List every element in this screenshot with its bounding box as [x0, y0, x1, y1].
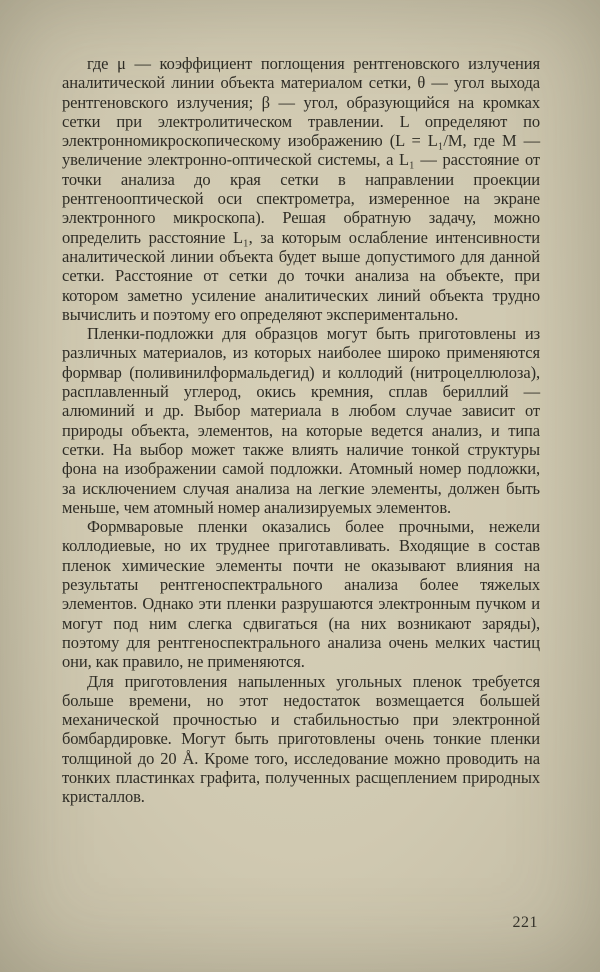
- page-text: [62, 54, 540, 807]
- paragraph-mu-coefficient: где μ — коэффициент поглощения рентгеновского излучения аналитической линии объекта материалом сетки, θ — угол выхода рентгеновского излучения; β — угол, образующийся на кромках сетки при электролитическом травлении. L определяют по электронномикроскопическому изображению (L = L₁/M, где M — увеличение электронно-оптической системы, а L₁ — расстояние от точки анализа до края сетки в направлении проекции рентгенооптической оси спектрометра, измеренное на экране электронного микроскопа). Решая обратную задачу, можно определить расстояние L₁, за которым ослабление интенсивности аналитической линии объекта будет выше допустимого для данной сетки. Расстояние от сетки до точки анализа на объекте, при котором заметно усиление аналитических линий объекта трудно вычислить и поэтому его определяют экспериментально.: [62, 54, 540, 324]
- paragraph-carbon-films: Для приготовления напыленных угольных пленок требуется больше времени, но этот недостаток возмещается большей механической прочностью и стабильностью при электронной бомбардировке. Могут быть приготовлены очень тонкие пленки толщиной до 20 Å. Кроме того, исследование можно проводить на тонких пластинках графита, полученных расщеплением природных кристаллов.: [62, 671, 540, 807]
- paragraph-film-substrates: Пленки-подложки для образцов могут быть приготовлены из различных материалов, из которых наиболее широко применяются формвар (поливинилформальдегид) и коллодий (нитроцеллюлоза), расплавленный углерод, окись кремния, сплав бериллий — алюминий и др. Выбор материала в любом случае зависит от природы объекта, элементов, на которые ведется анализ, и типа сетки. На выбор может также влиять наличие тонкой структуры фона на изображении самой подложки. Атомный номер подложки, за исключением случая анализа на легкие элементы, должен быть меньше, чем атомный номер анализируемых элементов.: [62, 324, 540, 517]
- paragraph-formvar-films: Формваровые пленки оказались более прочными, нежели коллодиевые, но их труднее приготавливать. Входящие в состав пленок химические элементы почти не оказывают влияния на результаты рентгеноспектрального анализа более тяжелых элементов. Однако эти пленки разрушаются электронным пучком и могут под ним слегка сдвигаться (на них возникают заряды), поэтому для рентгеноспектрального анализа очень мелких частиц они, как правило, не применяются.: [62, 517, 540, 672]
- page-number: 221: [512, 914, 538, 931]
